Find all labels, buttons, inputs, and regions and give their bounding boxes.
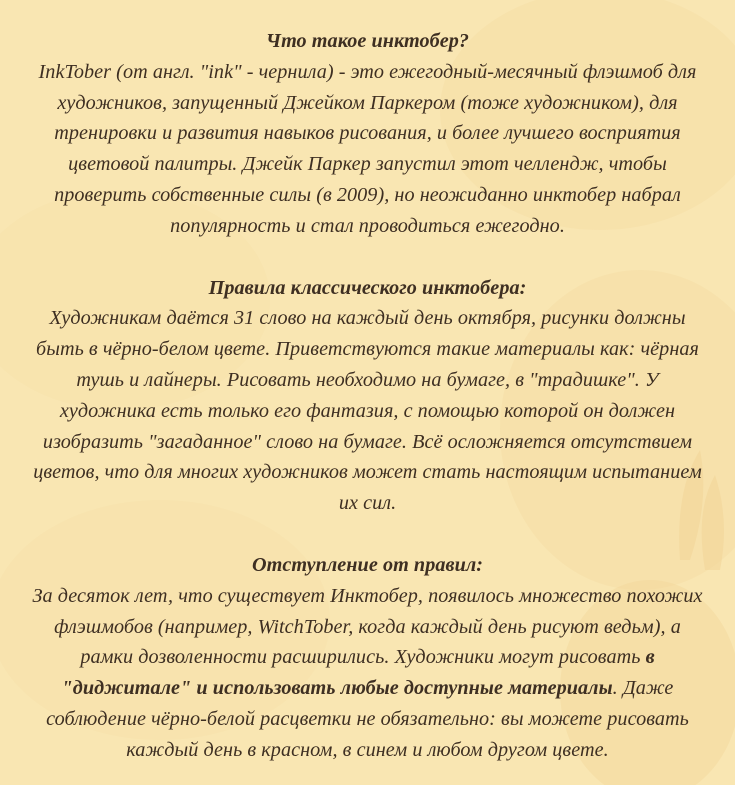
text-line: цветов, что для многих художников может стать настоящим испытанием (33, 461, 702, 484)
text-fragment: рамки дозволенности расширились. Художники могут рисовать (80, 646, 646, 669)
text-line: популярность и стал проводиться ежегодно. (170, 214, 565, 237)
text-line: цветовой палитры. Джейк Паркер запустил этот челлендж, чтобы (68, 153, 667, 176)
text-line (0, 673, 735, 704)
text-line: художников, запущенный Джейком Паркером (тоже художником), для (57, 91, 678, 114)
text-line: проверить собственные силы (в 2009), но неожиданно инктобер набрал (54, 183, 681, 206)
text-line: быть в чёрно-белом цвете. Приветствуются такие материалы как: чёрная (36, 338, 699, 361)
text-line: каждый день в красном, в синем и любом другом цвете. (126, 738, 609, 761)
text-line: соблюдение чёрно-белой расцветки не обязательно: вы можете рисовать (46, 707, 689, 730)
text-line: тренировки и развития навыков рисования, и более лучшего восприятия (54, 122, 681, 145)
text-line: флэшмобов (например, WitchTober, когда каждый день рисуют ведьм), а (54, 615, 681, 638)
section-classic-rules (0, 273, 735, 519)
section-what-is-inktober (0, 26, 735, 242)
text-fragment: . Даже (612, 677, 674, 700)
bold-fragment: в (645, 646, 655, 669)
section-gap (0, 242, 735, 273)
text-line (0, 642, 735, 673)
text-line: художника есть только его фантазия, с помощью которой он должен (59, 399, 676, 422)
text-line: За десяток лет, что существует Инктобер, появилось множество похожих (32, 584, 703, 607)
text-line: InkTober (от англ. "ink" - чернила) - это ежегодный-месячный флэшмоб для (38, 60, 697, 83)
text-line: их сил. (338, 492, 397, 515)
section-rule-deviation (0, 550, 735, 766)
heading-rule-deviation: Отступление от правил: (251, 553, 484, 576)
bold-fragment: "диджитале" и использовать любые доступные материалы (61, 677, 613, 700)
section-gap (0, 519, 735, 550)
text-line: изобразить "загаданное" слово на бумаге. Всё осложняется отсутствием (42, 430, 693, 453)
heading-what-is-inktober: Что такое инктобер? (265, 30, 470, 52)
text-line: Художникам даётся 31 слово на каждый день октября, рисунки должны (49, 307, 686, 330)
heading-classic-rules: Правила классического инктобера: (208, 276, 527, 299)
text-line: тушь и лайнеры. Рисовать необходимо на бумаге, в "традишке". У (76, 368, 659, 391)
